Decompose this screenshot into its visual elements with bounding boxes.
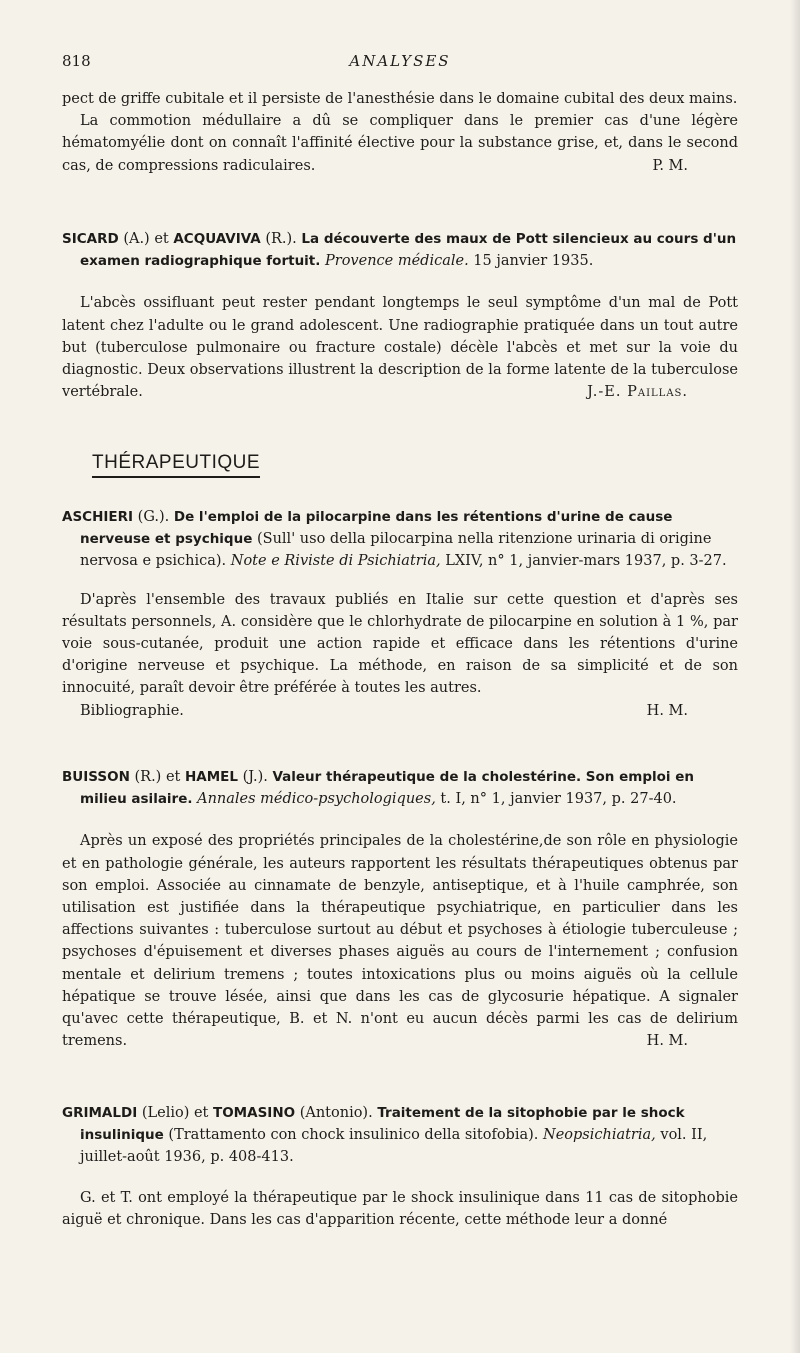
abstract-text: G. et T. ont employé la thérapeutique par le shock insulinique dans 11 cas de sitophobie aiguë et chronique. Dans les cas d'apparition récente, cette méthode leur a donné xyxy=(62,1189,738,1228)
intro-signature: P. M. xyxy=(652,157,688,174)
page-number: 818 xyxy=(62,52,91,70)
page-edge-shadow xyxy=(790,0,800,1353)
entry-aschieri xyxy=(62,506,738,722)
article-title: Traitement de la sitophobie par le shock insulinique xyxy=(80,1105,685,1144)
author-initial: (Antonio). xyxy=(299,1105,373,1121)
author-name: HAMEL xyxy=(184,769,238,785)
abstract-text: D'après l'ensemble des travaux publiés en Italie sur cette question et d'après ses résultats personnels, A. considère que le chlorhydrate de pilocarpine en solution à 1 %, par voie sous-cutanée, produit une action rapide et efficace dans les rétentions d'urine d'origine nerveuse et psychique. La méthode, en raison de sa simplicité et de son innocuité, paraît devoir être préférée à toutes les autres. xyxy=(62,591,738,697)
publication-details: 15 janvier 1935. xyxy=(468,253,594,270)
author-initial: (J.). xyxy=(242,769,268,785)
author-initial: (R.) xyxy=(134,769,162,785)
conjunction: et xyxy=(189,1105,213,1121)
page-header xyxy=(62,52,738,74)
reference-header xyxy=(62,506,738,573)
publication-details: vol. II, juillet-août 1936, p. 408-413. xyxy=(80,1127,708,1166)
reviewer-signature: H. M. xyxy=(646,1033,688,1050)
author-name: SICARD xyxy=(62,231,119,247)
entry-grimaldi xyxy=(62,1102,738,1231)
author-initial: (R.). xyxy=(265,231,297,247)
intro-paragraph-2: La commotion médullaire a dû se compliquer dans le premier cas d'une légère hématomyélie dont on connaît l'affinité élective pour la substance grise, et, dans le second cas, de compressions radiculaires. xyxy=(62,113,738,174)
abstract-text: Après un exposé des propriétés principales de la cholestérine,de son rôle en physiologie et en pathologie générale, les auteurs rapportent les résultats thérapeutiques obtenus par son emploi. Associée au cinnamate de benzyle, antiseptique, et à l'huile camphrée, son utilisation est justifiée dans la thérapeutique psychiatrique, en particulier dans les affections suivantes : tuberculose surtout au début et psychoses à étiologie tuberculeuse ; psychoses d'épuisement et diverses phases aiguës au cours de l'internement ; confusion mentale et delirium tremens ; toutes intoxications plus ou moins aiguës où la cellule hépatique se trouve lésée, ainsi que dans les cas de glycosurie hépatique. A signaler qu'avec cette thérapeutique, B. et N. n'ont eu aucun décès parmi les cas de delirium tremens. xyxy=(62,833,738,1050)
original-title: (Sull' uso della pilocarpina nella ritenzione urinaria di origine nervosa e psichica). xyxy=(80,531,712,570)
author-name: ACQUAVIVA xyxy=(173,231,261,247)
reference-header xyxy=(62,228,738,272)
bibliography-note: Bibliographie. xyxy=(80,702,184,719)
reviewer-signature: J.-E. Paillas. xyxy=(587,384,688,401)
reference-header xyxy=(62,1102,738,1169)
entry-sicard xyxy=(62,228,738,404)
publication-details: LXIV, n° 1, janvier-mars 1937, p. 3-27. xyxy=(440,553,727,570)
author-initial: (A.) xyxy=(123,231,150,247)
journal-name: Annales médico-psychologiques, xyxy=(197,791,436,808)
section-title: THÉRAPEUTIQUE xyxy=(92,452,260,478)
author-initial: (Lelio) xyxy=(141,1105,190,1121)
author-name: ASCHIERI xyxy=(62,509,134,525)
author-name: TOMASINO xyxy=(213,1105,296,1121)
reviewer-signature: H. M. xyxy=(646,702,688,719)
article-title: La découverte des maux de Pott silencieux au cours d'un examen radiographique fortuit. xyxy=(80,231,737,270)
author-name: BUISSON xyxy=(62,769,130,785)
abstract-text: L'abcès ossifluant peut rester pendant longtemps le seul symptôme d'un mal de Pott latent chez l'adulte ou le grand adolescent. Une radiographie pratiquée dans un tout autre but (tuberculose pulmonaire ou fracture costale) décèle l'abcès et met sur la voie du diagnostic. Deux observations illustrent la description de la forme latente de la tuberculose vertébrale. xyxy=(62,295,738,401)
entry-buisson xyxy=(62,766,738,1053)
author-initial: (G.). xyxy=(137,509,170,525)
original-title: (Trattamento con chock insulinico della sitofobia). xyxy=(163,1127,543,1144)
intro-block xyxy=(62,88,738,177)
conjunction: et xyxy=(149,231,174,247)
journal-name: Note e Riviste di Psichiatria, xyxy=(230,553,441,570)
intro-paragraph-1: pect de griffe cubitale et il persiste de l'anesthésie dans le domaine cubital des deux mains. xyxy=(62,91,738,107)
publication-details: t. I, n° 1, janvier 1937, p. 27-40. xyxy=(435,791,677,808)
journal-name: Neopsichiatria, xyxy=(543,1127,656,1144)
article-title: De l'emploi de la pilocarpine dans les rétentions d'urine de cause nerveuse et psychique xyxy=(80,509,673,548)
author-name: GRIMALDI xyxy=(62,1105,138,1121)
journal-name: Provence médicale. xyxy=(325,253,469,270)
signature-line xyxy=(62,700,738,722)
reference-header xyxy=(62,766,738,810)
running-head: ANALYSES xyxy=(349,52,451,70)
conjunction: et xyxy=(161,769,185,785)
article-title: Valeur thérapeutique de la cholestérine. Son emploi en milieu asilaire. xyxy=(80,769,694,808)
